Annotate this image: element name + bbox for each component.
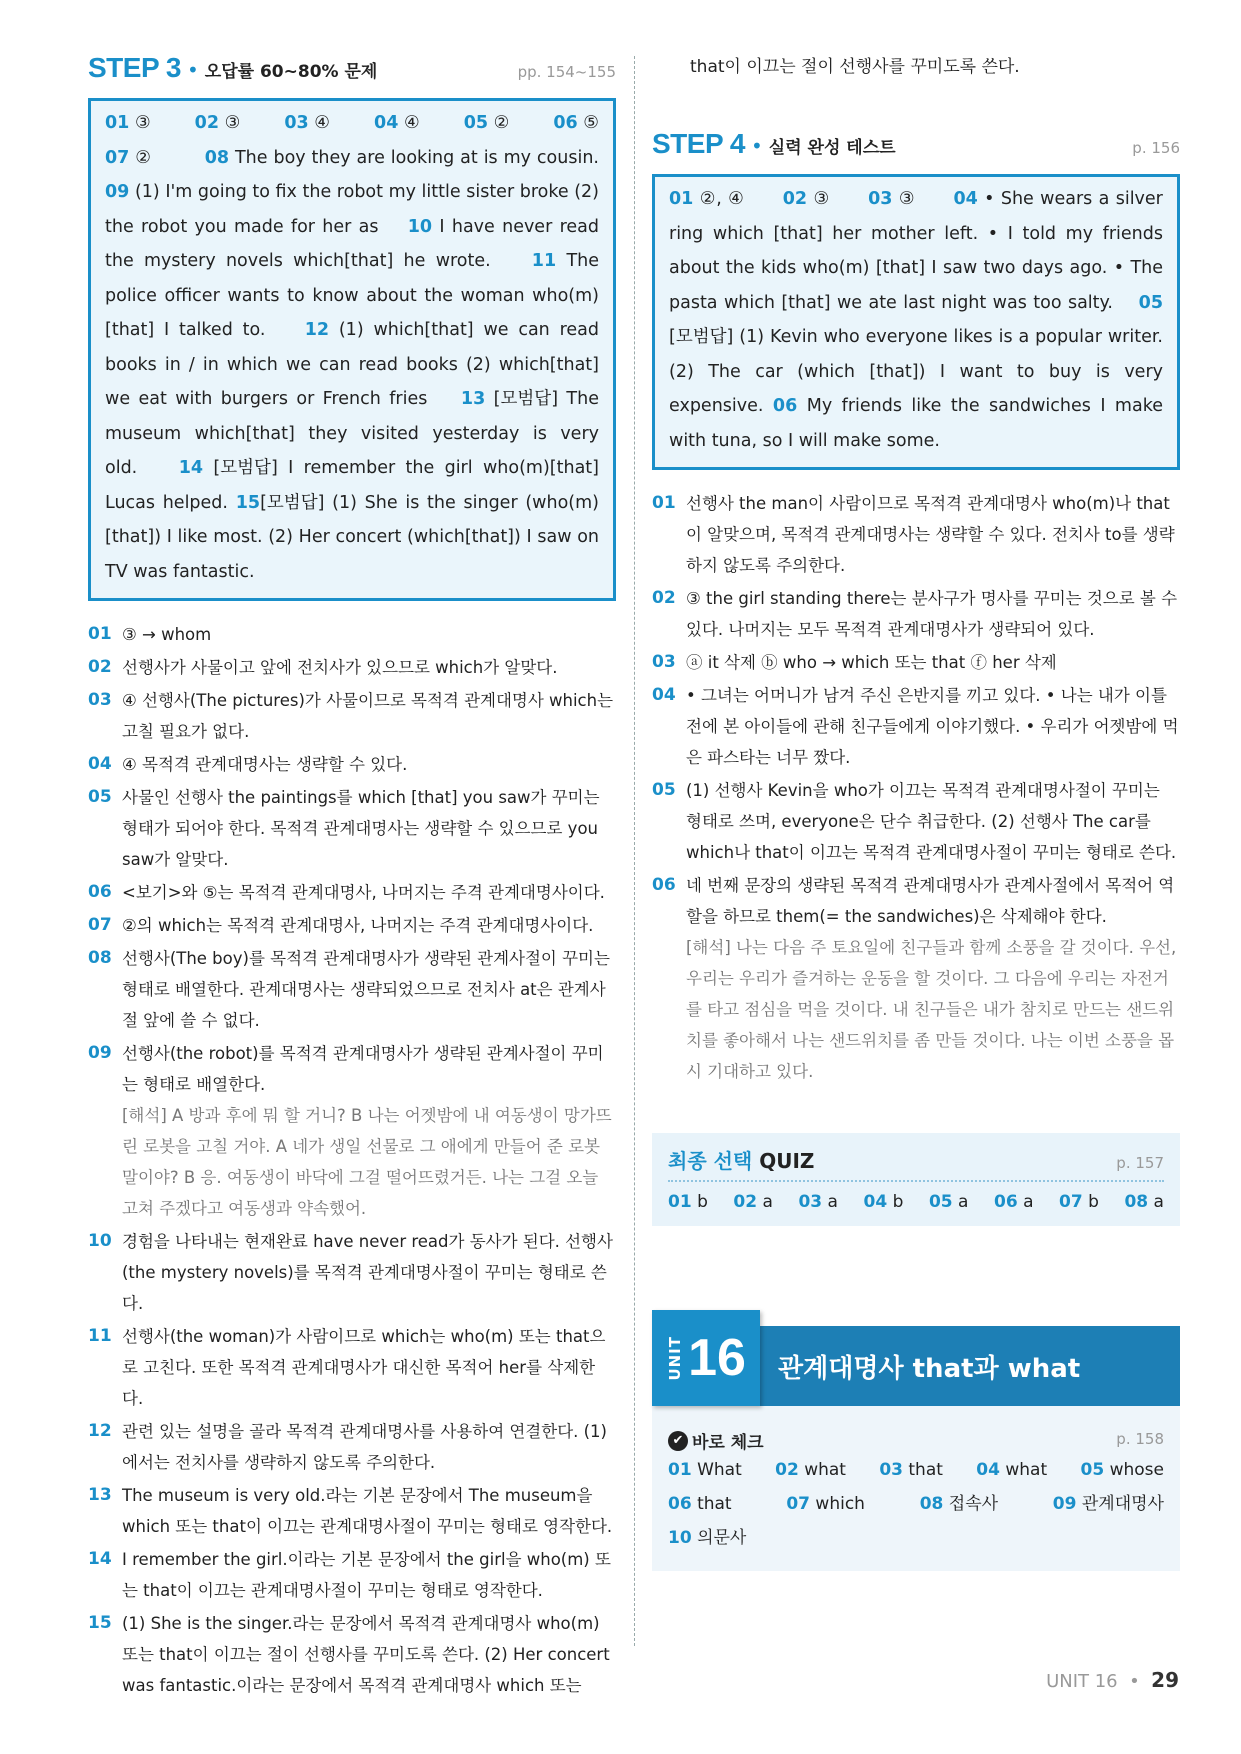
explanation-item: 11 선행사(the woman)가 사람이므로 which는 who(m) 또는 that으로 고친다. 또한 목적격 관계대명사가 대신한 목적어 her를 삭제한다. bbox=[88, 1326, 606, 1408]
continuation-text: that이 이끄는 절이 선행사를 꾸미도록 쓴다. bbox=[690, 57, 1020, 77]
quiz-answer: 06 a bbox=[993, 1192, 1034, 1212]
step4-pages: p. 156 bbox=[1132, 139, 1180, 157]
explanation-item: 14 I remember the girl.이라는 기본 문장에서 the girl을 who(m) 또는 that이 이끄는 관계대명사절이 꾸미는 형태로 영작한다. bbox=[88, 1549, 611, 1600]
answer-item: 04 ④ bbox=[374, 113, 420, 133]
right-column bbox=[652, 52, 1180, 1571]
step4-subtitle: 실력 완성 테스트 bbox=[768, 138, 896, 158]
check-header bbox=[668, 1418, 1164, 1453]
step3-header: STEP 3 • 오답률 60~80% 문제 pp. 154~155 bbox=[88, 52, 616, 83]
explanation-item: 08 선행사(The boy)를 목적격 관계대명사가 생략된 관계사절이 꾸미는 형태로 배열한다. 관계대명사는 생략되었으므로 전치사 at은 관계사절 앞에 쓸 수 없다. bbox=[88, 948, 610, 1030]
unit-title: 관계대명사 that과 what bbox=[778, 1353, 1081, 1384]
explanation-item: 03 ⓐ it 삭제 ⓑ who → which 또는 that ⓕ her 삭제 bbox=[652, 652, 1057, 672]
step4-header: STEP 4 • 실력 완성 테스트 p. 156 bbox=[652, 128, 1180, 159]
explanation-item: 01 선행사 the man이 사람이므로 목적격 관계대명사 who(m)나 that이 알맞으며, 목적격 관계대명사는 생략할 수 있다. 전치사 to를 생략하지 않도록 주의한다. bbox=[652, 493, 1175, 575]
check-row: 10 의문사 bbox=[668, 1528, 747, 1548]
quiz-answer: 05 a bbox=[928, 1192, 969, 1212]
explanation-item: 06 <보기>와 ⑤는 목적격 관계대명사, 나머지는 주격 관계대명사이다. bbox=[88, 882, 605, 902]
explanation-item: 01 ③ → whom bbox=[88, 624, 212, 644]
unit-word: UNIT bbox=[666, 1335, 685, 1381]
step3-explanations bbox=[88, 619, 616, 1701]
unit-label bbox=[652, 1310, 760, 1406]
answer-item: 06 ⑤ bbox=[553, 113, 599, 133]
explanation-item: 04 ④ 목적격 관계대명사는 생략할 수 있다. bbox=[88, 754, 408, 774]
step3-answer-box bbox=[88, 98, 616, 601]
check-pages: p. 158 bbox=[1116, 1430, 1164, 1448]
step3-answers-row bbox=[105, 106, 599, 141]
quiz-answer: 04 b bbox=[863, 1192, 904, 1212]
quiz-title-ko: 최종 선택 bbox=[668, 1149, 753, 1173]
explanation-item: 15 (1) She is the singer.라는 문장에서 목적격 관계대명사 who(m) 또는 that이 이끄는 절이 선행사를 꾸미도록 쓴다. (2) Her concert was fantastic.이라는 문장에서 목적격 관계대명사 which 또는 bbox=[88, 1613, 610, 1695]
quiz-answers bbox=[668, 1192, 1164, 1212]
explanation-item: 03 ④ 선행사(The pictures)가 사물이므로 목적격 관계대명사 which는 고칠 필요가 없다. bbox=[88, 690, 614, 741]
explanation-item: 06 네 번째 문장의 생략된 목적격 관계대명사가 관계사절에서 목적어 역할을 하므로 them(= the sandwiches)은 삭제해야 한다. [해석] 나는 다음 주 토요일에 친구들과 함께 소풍을 갈 것이다. 우선, 우리는 우리가 즐겨하는 운동을 할 것이다. 그 다음에 우리는 자전거를 타고 점심을 먹을 것이다. 내 친구들은 내가 참치로 만드는 샌드위치를 좋아해서 나는 샌드위치를 좀 만들 것이다. 나는 이번 소풍을 몹시 기대하고 있다. bbox=[652, 875, 1177, 1081]
unit-banner bbox=[652, 1326, 1180, 1406]
explanation-item: 13 The museum is very old.라는 기본 문장에서 The museum을 which 또는 that이 이끄는 관계대명사절이 꾸미는 형태로 영작한다. bbox=[88, 1485, 613, 1536]
answer-item: 03 ④ bbox=[284, 113, 330, 133]
quiz-box bbox=[652, 1133, 1180, 1226]
check-row: 01 What 02 what 03 that 04 what 05 whose bbox=[668, 1460, 1164, 1480]
left-column bbox=[88, 52, 616, 1703]
explanation-item: 10 경험을 나타내는 현재완료 have never read가 동사가 된다. 선행사(the mystery novels)를 목적격 관계대명사절이 꾸미는 형태로 쓴다. bbox=[88, 1231, 613, 1313]
quiz-answer: 07 b bbox=[1059, 1192, 1099, 1212]
translation-note: [해석] 나는 다음 주 토요일에 친구들과 함께 소풍을 갈 것이다. 우선, 우리는 우리가 즐겨하는 운동을 할 것이다. 그 다음에 우리는 자전거를 타고 점심을 먹을 것이다. 내 친구들은 내가 참치로 만드는 샌드위치를 좋아해서 나는 샌드위치를 좀 만들 것이다. 나는 이번 소풍을 몹시 기대하고 있다. bbox=[686, 938, 1177, 1081]
translation-note: [해석] A 방과 후에 뭐 할 거니? B 나는 어젯밤에 내 여동생이 망가뜨린 로봇을 고칠 거야. A 네가 생일 선물로 그 애에게 만들어 준 로봇 말이야? B 응. 여동생이 바닥에 그걸 떨어뜨렸거든. 나는 그걸 오늘 고쳐 주겠다고 여동생과 약속했어. bbox=[122, 1106, 612, 1218]
check-box bbox=[652, 1406, 1180, 1571]
quiz-header bbox=[668, 1145, 1164, 1182]
check-icon: ✔ bbox=[668, 1431, 688, 1451]
explanation-item: 05 사물인 선행사 the paintings를 which [that] you saw가 꾸미는 형태가 되어야 한다. 목적격 관계대명사는 생략할 수 있으므로 you saw가 알맞다. bbox=[88, 787, 600, 869]
answer-item: 02 ③ bbox=[194, 113, 241, 133]
step3-subtitle: 오답률 60~80% 문제 bbox=[204, 62, 378, 82]
page-number: 29 bbox=[1151, 1668, 1179, 1692]
quiz-title-en: QUIZ bbox=[759, 1149, 815, 1173]
check-title: 바로 체크 bbox=[692, 1433, 764, 1453]
explanation-item: 02 ③ the girl standing there는 분사구가 명사를 꾸미는 것으로 볼 수 있다. 나머지는 모두 목적격 관계대명사가 생략되어 있다. bbox=[652, 588, 1178, 639]
step4-title: STEP 4 bbox=[652, 128, 745, 159]
step3-title: STEP 3 bbox=[88, 52, 181, 83]
explanation-item: 07 ②의 which는 목적격 관계대명사, 나머지는 주격 관계대명사이다. bbox=[88, 915, 594, 935]
quiz-answer: 08 a bbox=[1124, 1192, 1164, 1212]
step4-explanations bbox=[652, 488, 1180, 1087]
step3-answers-text: 07 ② 08 The boy they are looking at is my cousin. 09 (1) I'm going to fix the robot my little sister broke (2) the robot you made for her as 10 I have never read the mystery novels which[that] he wrote. 11 The police officer wants to know about the woman who(m)[that] I talked to. 12 (1) which[that] we can read books in / in which we can read books (2) which[that] we eat with burgers or French fries 13 [모범답] The museum which[that] they visited yesterday is very old. 14 [모범답] I remember the girl who(m)[that] Lucas helped. 15[모범답] (1) She is the singer (who(m)[that]) I like most. (2) Her concert (which[that]) I saw on TV was fantastic. bbox=[105, 147, 599, 582]
page-footer: UNIT 16 • 29 bbox=[1046, 1668, 1179, 1692]
explanation-item: 02 선행사가 사물이고 앞에 전치사가 있으므로 which가 알맞다. bbox=[88, 657, 558, 677]
answer-item: 05 ② bbox=[463, 113, 510, 133]
explanation-item: 04 • 그녀는 어머니가 남겨 주신 은반지를 끼고 있다. • 나는 내가 이틀 전에 본 아이들에 관해 친구들에게 이야기했다. • 우리가 어젯밤에 먹은 파스타는 너무 짰다. bbox=[652, 685, 1179, 767]
explanation-item: 05 (1) 선행사 Kevin을 who가 이끄는 목적격 관계대명사절이 꾸미는 형태로 쓰며, everyone은 단수 취급한다. (2) 선행사 The car를 which나 that이 이끄는 목적격 관계대명사절이 꾸미는 형태로 쓴다. bbox=[652, 780, 1177, 862]
explanation-item: 12 관련 있는 설명을 골라 목적격 관계대명사를 사용하여 연결한다. (1)에서는 전치사를 생략하지 않도록 주의한다. bbox=[88, 1421, 607, 1472]
column-divider bbox=[634, 56, 635, 1646]
quiz-pages: p. 157 bbox=[1116, 1154, 1164, 1172]
answer-item: 01 ③ bbox=[105, 113, 151, 133]
unit-number: 16 bbox=[688, 1329, 746, 1387]
check-row: 06 that 07 which 08 접속사 09 관계대명사 bbox=[668, 1494, 1164, 1514]
step4-answer-box: 01 ②, ④ 02 ③ 03 ③ 04 • She wears a silver ring which [that] her mother left. • I told my friends about the kids who(m) [that] I saw two days ago. • The pasta which [that] we ate last night was too salty. 05 [모범답] (1) Kevin who everyone likes is a popular writer. (2) The car (which [that]) I want to buy is very expensive. 06 My friends like the sandwiches I make with tuna, so I will make some. bbox=[652, 174, 1180, 470]
explanation-item: 09 선행사(the robot)를 목적격 관계대명사가 생략된 관계사절이 꾸미는 형태로 배열한다. [해석] A 방과 후에 뭐 할 거니? B 나는 어젯밤에 내 여동생이 망가뜨린 로봇을 고칠 거야. A 네가 생일 선물로 그 애에게 만들어 준 로봇 말이야? B 응. 여동생이 바닥에 그걸 떨어뜨렸거든. 나는 그걸 오늘 고쳐 주겠다고 여동생과 약속했어. bbox=[88, 1043, 612, 1218]
footer-unit: UNIT 16 bbox=[1046, 1671, 1118, 1692]
quiz-answer: 02 a bbox=[733, 1192, 773, 1212]
quiz-answer: 01 b bbox=[668, 1192, 708, 1212]
step3-pages: pp. 154~155 bbox=[517, 63, 616, 81]
quiz-answer: 03 a bbox=[798, 1192, 838, 1212]
